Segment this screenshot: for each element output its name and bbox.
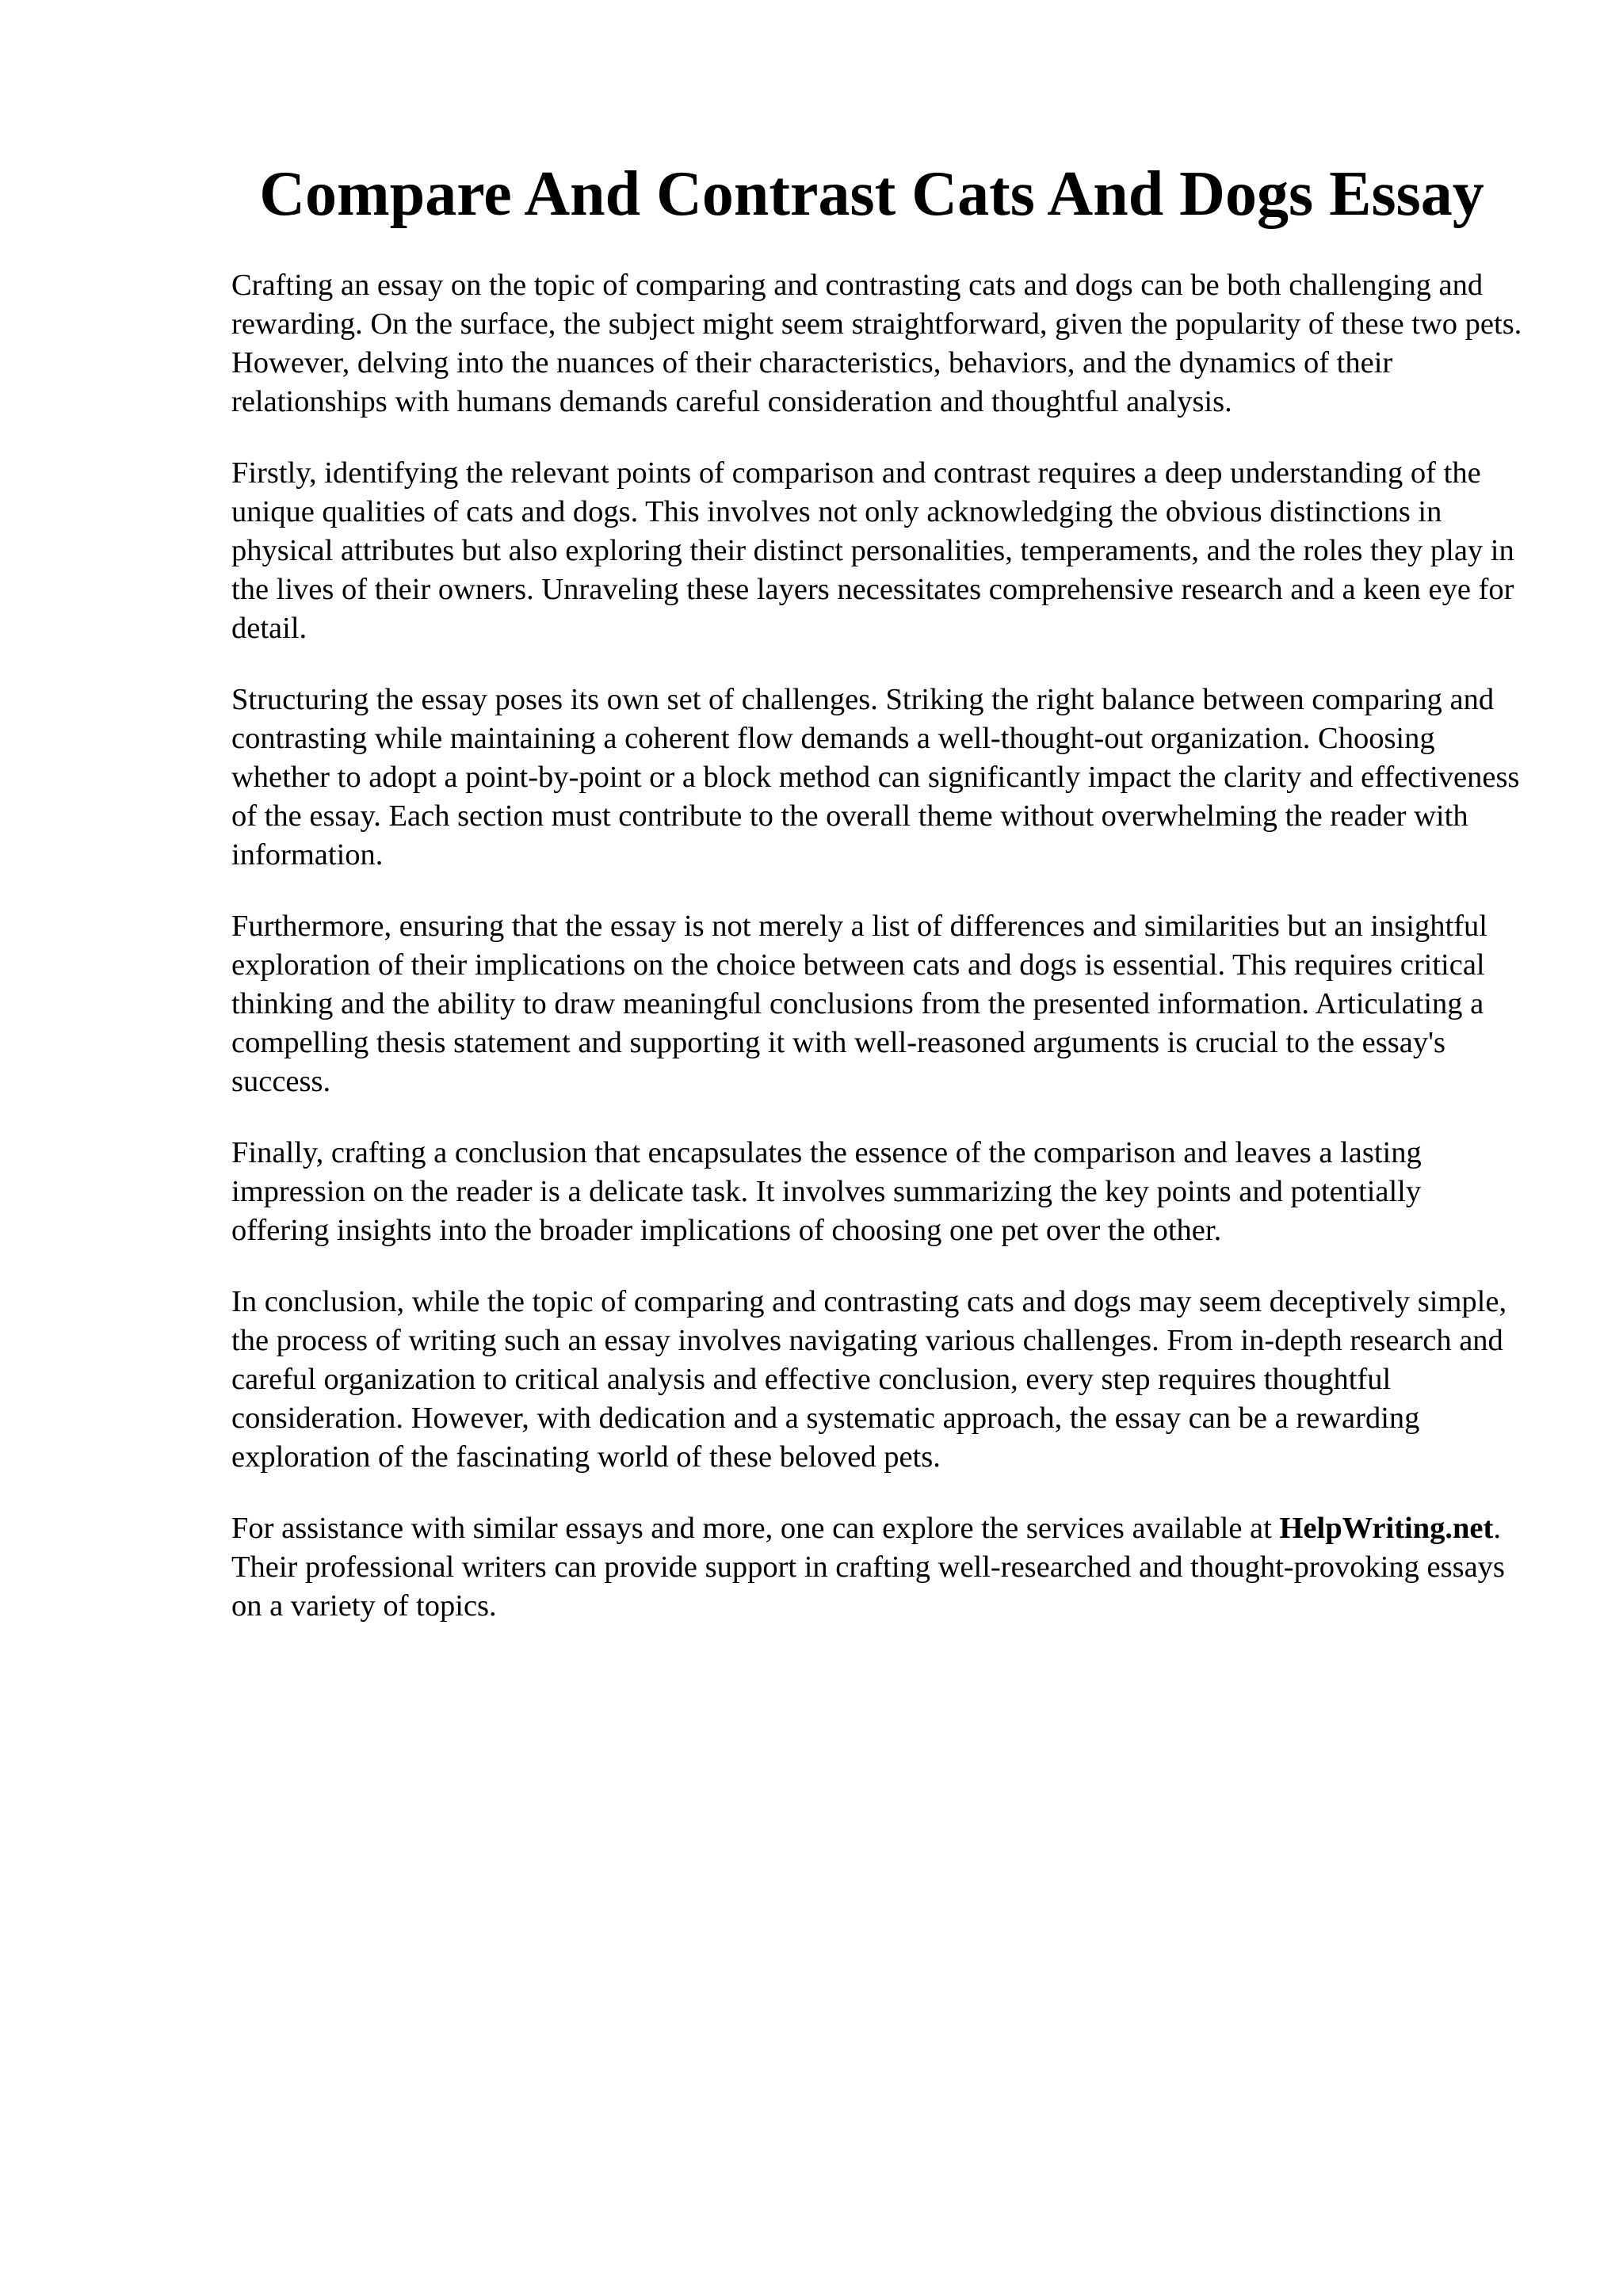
paragraph-4: Furthermore, ensuring that the essay is not merely a list of differences and similarities but an insightful exploration of their implications on the choice between cats and dogs is essential. This requires critical thinking and the ability to draw meaningful conclusions from the presented information. Articulating a compelling thesis statement and supporting it with well-reasoned arguments is crucial to the essay's success. [231,910,1487,1098]
paragraph-2: Firstly, identifying the relevant points of comparison and contrast requires a deep understanding of the unique qualities of cats and dogs. This involves not only acknowledging the obvious distinctions in physical attributes but also exploring their distinct personalities, temperaments, and the roles they play in the lives of their owners. Unraveling these layers necessitates comprehensive research and a keen eye for detail. [231,456,1514,645]
closing-text-after: . Their professional writers can provide support in crafting well-researched and thought-provoking essays on a variety of topics. [231,1512,1505,1623]
paragraph-6: In conclusion, while the topic of comparing and contrasting cats and dogs may seem deceptively simple, the process of writing such an essay involves navigating various challenges. From in-depth research and careful organization to critical analysis and effective conclusion, every step requires thoughtful consideration. However, with dedication and a systematic approach, the essay can be a rewarding exploration of the fascinating world of these beloved pets. [231,1285,1507,1474]
essay-body [231,266,1523,1658]
paragraph-3: Structuring the essay poses its own set of challenges. Striking the right balance between comparing and contrasting while maintaining a coherent flow demands a well-thought-out organization. Choosing whether to adopt a point-by-point or a block method can significantly impact the clarity and effectiveness of the essay. Each section must contribute to the overall theme without overwhelming the reader with information. [231,683,1520,871]
closing-paragraph [231,1509,1523,1626]
page-title: Compare And Contrast Cats And Dogs Essay [259,159,1484,229]
closing-text-before: For assistance with similar essays and more, one can explore the services available at [231,1512,1280,1545]
paragraph-5: Finally, crafting a conclusion that encapsulates the essence of the comparison and leaves a lasting impression on the reader is a delicate task. It involves summarizing the key points and potentially offering insights into the broader implications of choosing one pet over the other. [231,1136,1422,1247]
helpwriting-link: HelpWriting.net [1279,1512,1494,1545]
paragraph-1: Crafting an essay on the topic of comparing and contrasting cats and dogs can be both challenging and rewarding. On the surface, the subject might seem straightforward, given the popularity of these two pets. However, delving into the nuances of their characteristics, behaviors, and the dynamics of their relationships with humans demands careful consideration and thoughtful analysis. [231,269,1522,418]
